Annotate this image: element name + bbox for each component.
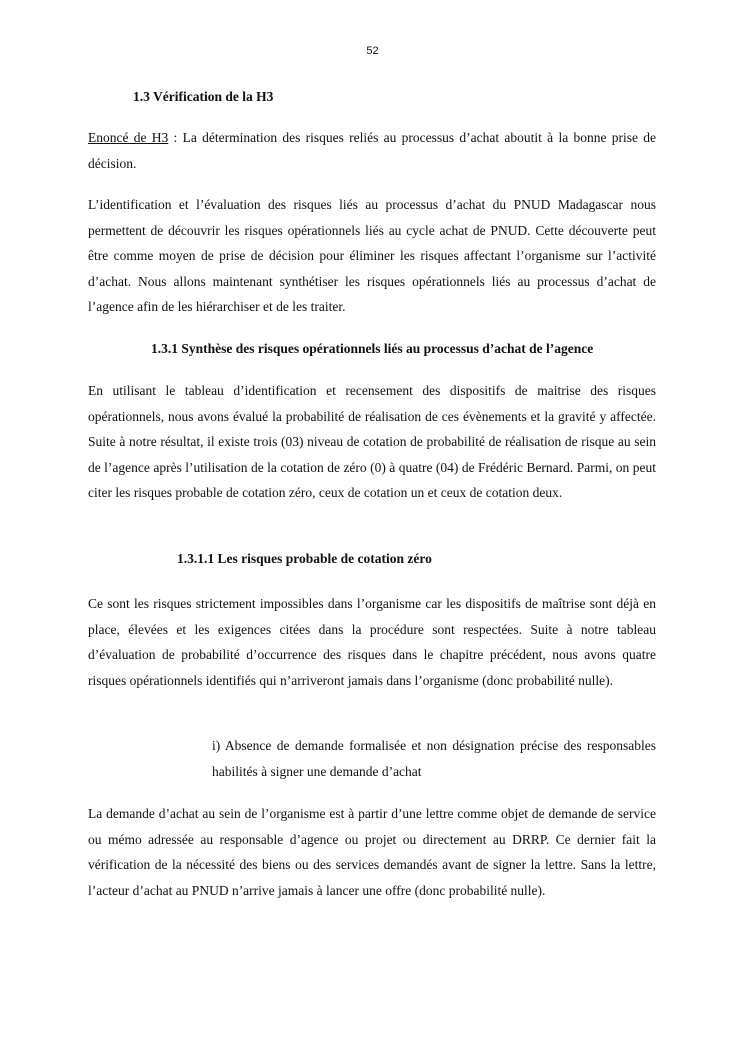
paragraph-identification: L’identification et l’évaluation des risques liés au processus d’achat du PNUD Madagascar nous permettent de découvrir les risques opérationnels liés au cycle achat de PNUD. Cette découverte peut être comme moyen de prise de décision pour éliminer les risques affectant l’organisme sur l’activité d’achat. Nous allons maintenant synthétiser les risques opérationnels liés au processus d’achat de l’agence afin de les hiérarchiser et de les traiter. xyxy=(88,197,656,314)
heading-1-3: 1.3 Vérification de la H3 xyxy=(133,89,274,104)
heading-1-3-1-1: 1.3.1.1 Les risques probable de cotation zéro xyxy=(177,551,432,566)
statement-label: Enoncé de H3 xyxy=(88,130,169,145)
paragraph-demande-achat: La demande d’achat au sein de l’organisme est à partir d’une lettre comme objet de demande de service ou mémo adressée au responsable d’agence ou projet ou directement au DRRP. Ce dernier fait la vérification de la nécessité des biens ou des services demandés avant de signer la lettre. Sans la lettre, l’acteur d’achat au PNUD n’arrive jamais à lancer une offre (donc probabilité nulle). xyxy=(88,806,656,898)
statement-text: : La détermination des risques reliés au processus d’achat aboutit à la bonne prise de décision. xyxy=(88,130,656,171)
paragraph-synthese: En utilisant le tableau d’identification et recensement des dispositifs de maitrise des risques opérationnels, nous avons évalué la probabilité de réalisation de ces évènements et la gravité y affectée. Suite à notre résultat, il existe trois (03) niveau de cotation de probabilité de réalisation de risque au sein de l’agence après l’utilisation de la cotation de zéro (0) à quatre (04) de Frédéric Bernard. Parmi, on peut citer les risques probable de cotation zéro, ceux de cotation un et ceux de cotation deux. xyxy=(88,383,656,500)
paragraph-cotation-zero: Ce sont les risques strictement impossibles dans l’organisme car les dispositifs de maîtrise sont déjà en place, élevées et les exigences citées dans la procédure sont respectées. Suite à notre tableau d’évaluation de probabilité d’occurrence des risques dans le chapitre précédent, nous avons quatre risques opérationnels identifiés qui n’arriveront jamais dans l’organisme (donc probabilité nulle). xyxy=(88,596,656,688)
statement-h3 xyxy=(88,125,656,176)
page-number: 52 xyxy=(366,45,379,57)
list-item-i: i) Absence de demande formalisée et non désignation précise des responsables habilités à signer une demande d’achat xyxy=(212,738,656,779)
heading-1-3-1: 1.3.1 Synthèse des risques opérationnels liés au processus d’achat de l’agence xyxy=(151,341,594,356)
